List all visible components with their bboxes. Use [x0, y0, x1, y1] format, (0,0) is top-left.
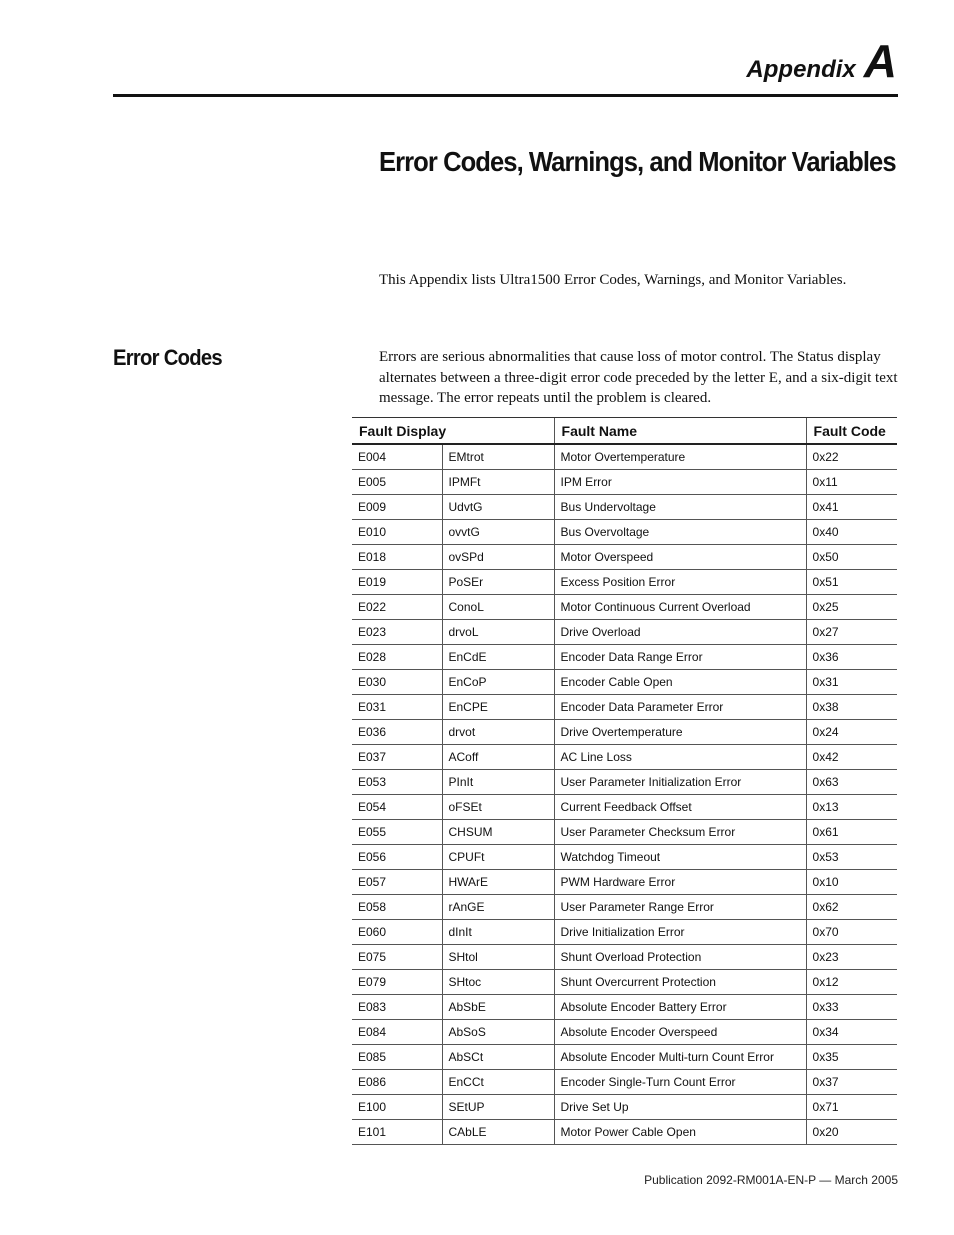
fault-name: Current Feedback Offset — [554, 795, 806, 820]
fault-code: 0x36 — [806, 645, 897, 670]
fault-display-code: E037 — [352, 745, 442, 770]
fault-display-code: E054 — [352, 795, 442, 820]
table-row — [352, 444, 897, 470]
fault-code: 0x35 — [806, 1045, 897, 1070]
table-row — [352, 870, 897, 895]
fault-display-text: EMtrot — [442, 444, 554, 470]
fault-display-code: E079 — [352, 970, 442, 995]
header-fault-display: Fault Display — [352, 418, 554, 445]
fault-display-text: oFSEt — [442, 795, 554, 820]
fault-name: Shunt Overload Protection — [554, 945, 806, 970]
fault-display-code: E018 — [352, 545, 442, 570]
table-row — [352, 845, 897, 870]
table-row — [352, 1120, 897, 1145]
header-fault-code: Fault Code — [806, 418, 897, 445]
fault-display-text: dInIt — [442, 920, 554, 945]
appendix-letter: A — [863, 35, 897, 87]
fault-name: User Parameter Checksum Error — [554, 820, 806, 845]
fault-code: 0x13 — [806, 795, 897, 820]
fault-display-text: SHtol — [442, 945, 554, 970]
fault-name: Motor Overtemperature — [554, 444, 806, 470]
fault-name: IPM Error — [554, 470, 806, 495]
fault-name: Encoder Single-Turn Count Error — [554, 1070, 806, 1095]
fault-code: 0x51 — [806, 570, 897, 595]
fault-name: AC Line Loss — [554, 745, 806, 770]
fault-code: 0x50 — [806, 545, 897, 570]
fault-code: 0x22 — [806, 444, 897, 470]
fault-code: 0x42 — [806, 745, 897, 770]
fault-code: 0x25 — [806, 595, 897, 620]
fault-name: Absolute Encoder Battery Error — [554, 995, 806, 1020]
publication-footer: Publication 2092-RM001A-EN-P — March 2005 — [644, 1173, 898, 1187]
page-title: Error Codes, Warnings, and Monitor Variables — [379, 146, 896, 177]
table-row — [352, 795, 897, 820]
fault-display-code: E057 — [352, 870, 442, 895]
fault-display-text: ConoL — [442, 595, 554, 620]
fault-display-text: PoSEr — [442, 570, 554, 595]
fault-display-code: E055 — [352, 820, 442, 845]
fault-display-text: EnCPE — [442, 695, 554, 720]
fault-name: User Parameter Range Error — [554, 895, 806, 920]
table-row — [352, 545, 897, 570]
table-row — [352, 1095, 897, 1120]
fault-display-text: AbSoS — [442, 1020, 554, 1045]
fault-name: Excess Position Error — [554, 570, 806, 595]
intro-paragraph: This Appendix lists Ultra1500 Error Codes, Warnings, and Monitor Variables. — [379, 272, 847, 288]
fault-display-text: UdvtG — [442, 495, 554, 520]
fault-display-text: SEtUP — [442, 1095, 554, 1120]
table-row — [352, 495, 897, 520]
appendix-word: Appendix — [746, 56, 856, 83]
fault-display-text: IPMFt — [442, 470, 554, 495]
fault-display-code: E005 — [352, 470, 442, 495]
fault-display-text: drvoL — [442, 620, 554, 645]
fault-display-text: CHSUM — [442, 820, 554, 845]
fault-code: 0x71 — [806, 1095, 897, 1120]
fault-name: Absolute Encoder Overspeed — [554, 1020, 806, 1045]
table-row — [352, 670, 897, 695]
fault-name: Drive Overtemperature — [554, 720, 806, 745]
table-row — [352, 945, 897, 970]
fault-display-text: EnCdE — [442, 645, 554, 670]
fault-display-text: ovvtG — [442, 520, 554, 545]
fault-display-text: PInIt — [442, 770, 554, 795]
table-row — [352, 645, 897, 670]
fault-display-code: E056 — [352, 845, 442, 870]
fault-name: Bus Undervoltage — [554, 495, 806, 520]
fault-code: 0x27 — [806, 620, 897, 645]
fault-name: Motor Power Cable Open — [554, 1120, 806, 1145]
fault-display-text: AbSCt — [442, 1045, 554, 1070]
fault-code: 0x31 — [806, 670, 897, 695]
fault-display-code: E036 — [352, 720, 442, 745]
fault-name: Absolute Encoder Multi-turn Count Error — [554, 1045, 806, 1070]
appendix-heading — [746, 34, 897, 88]
fault-name: Bus Overvoltage — [554, 520, 806, 545]
fault-display-text: drvot — [442, 720, 554, 745]
table-row — [352, 770, 897, 795]
table-row — [352, 570, 897, 595]
fault-name: PWM Hardware Error — [554, 870, 806, 895]
header-rule — [113, 94, 898, 97]
fault-table-body — [352, 444, 897, 1145]
fault-display-text: CPUFt — [442, 845, 554, 870]
table-row — [352, 695, 897, 720]
table-row — [352, 470, 897, 495]
fault-name: Encoder Data Parameter Error — [554, 695, 806, 720]
fault-name: Encoder Cable Open — [554, 670, 806, 695]
table-row — [352, 895, 897, 920]
section-heading-error-codes: Error Codes — [113, 345, 222, 370]
table-row — [352, 1045, 897, 1070]
fault-code: 0x23 — [806, 945, 897, 970]
fault-display-code: E060 — [352, 920, 442, 945]
fault-name: Shunt Overcurrent Protection — [554, 970, 806, 995]
fault-code: 0x10 — [806, 870, 897, 895]
table-row — [352, 745, 897, 770]
fault-code: 0x41 — [806, 495, 897, 520]
fault-display-text: HWArE — [442, 870, 554, 895]
fault-display-code: E009 — [352, 495, 442, 520]
table-row — [352, 520, 897, 545]
table-row — [352, 970, 897, 995]
fault-code: 0x11 — [806, 470, 897, 495]
fault-code: 0x33 — [806, 995, 897, 1020]
fault-name: Motor Continuous Current Overload — [554, 595, 806, 620]
header-fault-name: Fault Name — [554, 418, 806, 445]
fault-code: 0x38 — [806, 695, 897, 720]
fault-name: User Parameter Initialization Error — [554, 770, 806, 795]
fault-display-text: EnCoP — [442, 670, 554, 695]
fault-code: 0x62 — [806, 895, 897, 920]
fault-display-code: E086 — [352, 1070, 442, 1095]
fault-display-code: E053 — [352, 770, 442, 795]
table-row — [352, 1070, 897, 1095]
fault-display-text: CAbLE — [442, 1120, 554, 1145]
fault-display-code: E010 — [352, 520, 442, 545]
table-row — [352, 620, 897, 645]
fault-name: Drive Set Up — [554, 1095, 806, 1120]
fault-display-code: E084 — [352, 1020, 442, 1045]
fault-code: 0x40 — [806, 520, 897, 545]
table-row — [352, 820, 897, 845]
fault-display-code: E023 — [352, 620, 442, 645]
fault-display-code: E058 — [352, 895, 442, 920]
fault-name: Drive Initialization Error — [554, 920, 806, 945]
fault-display-code: E028 — [352, 645, 442, 670]
fault-display-text: ACoff — [442, 745, 554, 770]
fault-name: Motor Overspeed — [554, 545, 806, 570]
fault-display-code: E031 — [352, 695, 442, 720]
fault-display-code: E100 — [352, 1095, 442, 1120]
fault-display-text: SHtoc — [442, 970, 554, 995]
fault-table — [352, 417, 897, 1145]
fault-display-text: rAnGE — [442, 895, 554, 920]
fault-code: 0x12 — [806, 970, 897, 995]
fault-name: Watchdog Timeout — [554, 845, 806, 870]
fault-code: 0x34 — [806, 1020, 897, 1045]
fault-display-text: ovSPd — [442, 545, 554, 570]
fault-display-text: AbSbE — [442, 995, 554, 1020]
fault-code: 0x20 — [806, 1120, 897, 1145]
table-row — [352, 595, 897, 620]
fault-display-code: E085 — [352, 1045, 442, 1070]
table-row — [352, 995, 897, 1020]
fault-display-code: E075 — [352, 945, 442, 970]
fault-display-code: E019 — [352, 570, 442, 595]
fault-name: Drive Overload — [554, 620, 806, 645]
table-row — [352, 1020, 897, 1045]
section-paragraph: Errors are serious abnormalities that cause loss of motor control. The Status display alternates between a three-digit error code preceded by the letter E, and a six-digit text message. The error repeats until the problem is cleared. — [379, 349, 898, 406]
fault-display-code: E004 — [352, 444, 442, 470]
fault-code: 0x63 — [806, 770, 897, 795]
fault-name: Encoder Data Range Error — [554, 645, 806, 670]
fault-display-text: EnCCt — [442, 1070, 554, 1095]
fault-code: 0x61 — [806, 820, 897, 845]
fault-code: 0x24 — [806, 720, 897, 745]
fault-code: 0x70 — [806, 920, 897, 945]
fault-display-code: E030 — [352, 670, 442, 695]
table-row — [352, 920, 897, 945]
table-row — [352, 720, 897, 745]
fault-display-code: E101 — [352, 1120, 442, 1145]
fault-display-code: E083 — [352, 995, 442, 1020]
fault-display-code: E022 — [352, 595, 442, 620]
fault-code: 0x37 — [806, 1070, 897, 1095]
fault-table-header-row — [352, 418, 897, 445]
fault-code: 0x53 — [806, 845, 897, 870]
